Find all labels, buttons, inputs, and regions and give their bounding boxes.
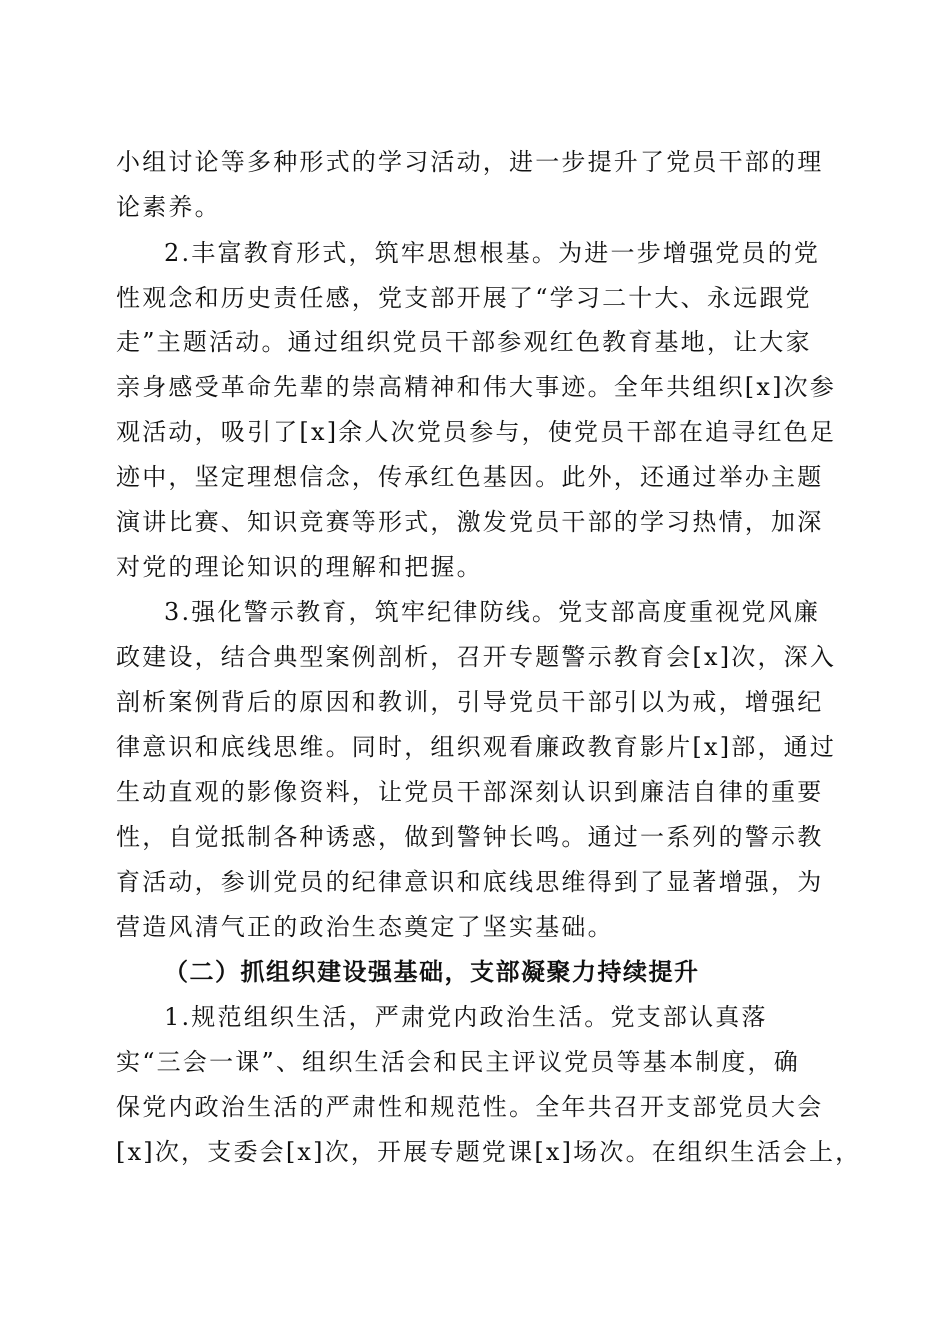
- body-text-line: 性观念和历史责任感，党支部开展了“学习二十大、永远跟党: [116, 284, 812, 312]
- paragraph-start-line: 1.规范组织生活，严肃党内政治生活。党支部认真落: [164, 1003, 768, 1031]
- body-text-line: 迹中，坚定理想信念，传承红色基因。此外，还通过举办主题: [116, 463, 824, 491]
- body-text-line: 演讲比赛、知识竞赛等形式，激发党员干部的学习热情，加深: [116, 508, 824, 536]
- body-text-line: 剖析案例背后的原因和教训，引导党员干部引以为戒，增强纪: [116, 688, 824, 716]
- body-text-line: 小组讨论等多种形式的学习活动，进一步提升了党员干部的理: [116, 148, 824, 176]
- paragraph-start-line: 2.丰富教育形式，筑牢思想根基。为进一步增强党员的党: [164, 239, 821, 267]
- body-text-line: 保党内政治生活的严肃性和规范性。全年共召开支部党员大会: [116, 1093, 824, 1121]
- body-text-line: 走”主题活动。通过组织党员干部参观红色教育基地，让大家: [116, 328, 812, 356]
- body-text-line: 对党的理论知识的理解和把握。: [116, 553, 483, 581]
- body-text-line: 生动直观的影像资料，让党员干部深刻认识到廉洁自律的重要: [116, 778, 824, 806]
- paragraph-start-line: 3.强化警示教育，筑牢纪律防线。党支部高度重视党风廉: [164, 598, 821, 626]
- body-text-line: 性，自觉抵制各种诱惑，做到警钟长鸣。通过一系列的警示教: [116, 823, 824, 851]
- body-text-line: 观活动，吸引了[x]余人次党员参与，使党员干部在追寻红色足: [116, 418, 837, 446]
- body-text-line: 论素养。: [116, 193, 221, 221]
- body-text-line: 育活动，参训党员的纪律意识和底线思维得到了显著增强，为: [116, 868, 824, 896]
- body-text-line: 律意识和底线思维。同时，组织观看廉政教育影片[x]部，通过: [116, 733, 837, 761]
- section-heading: （二）抓组织建设强基础，支部凝聚力持续提升: [164, 957, 700, 986]
- body-text-line: 亲身感受革命先辈的崇高精神和伟大事迹。全年共组织[x]次参: [116, 373, 837, 401]
- body-text-line: 政建设，结合典型案例剖析，召开专题警示教育会[x]次，深入: [116, 643, 837, 671]
- body-text-line: 营造风清气正的政治生态奠定了坚实基础。: [116, 913, 614, 941]
- body-text-line: [x]次，支委会[x]次，开展专题党课[x]场次。在组织生活会上，: [116, 1138, 862, 1166]
- body-text-line: 实“三会一课”、组织生活会和民主评议党员等基本制度，确: [116, 1048, 800, 1076]
